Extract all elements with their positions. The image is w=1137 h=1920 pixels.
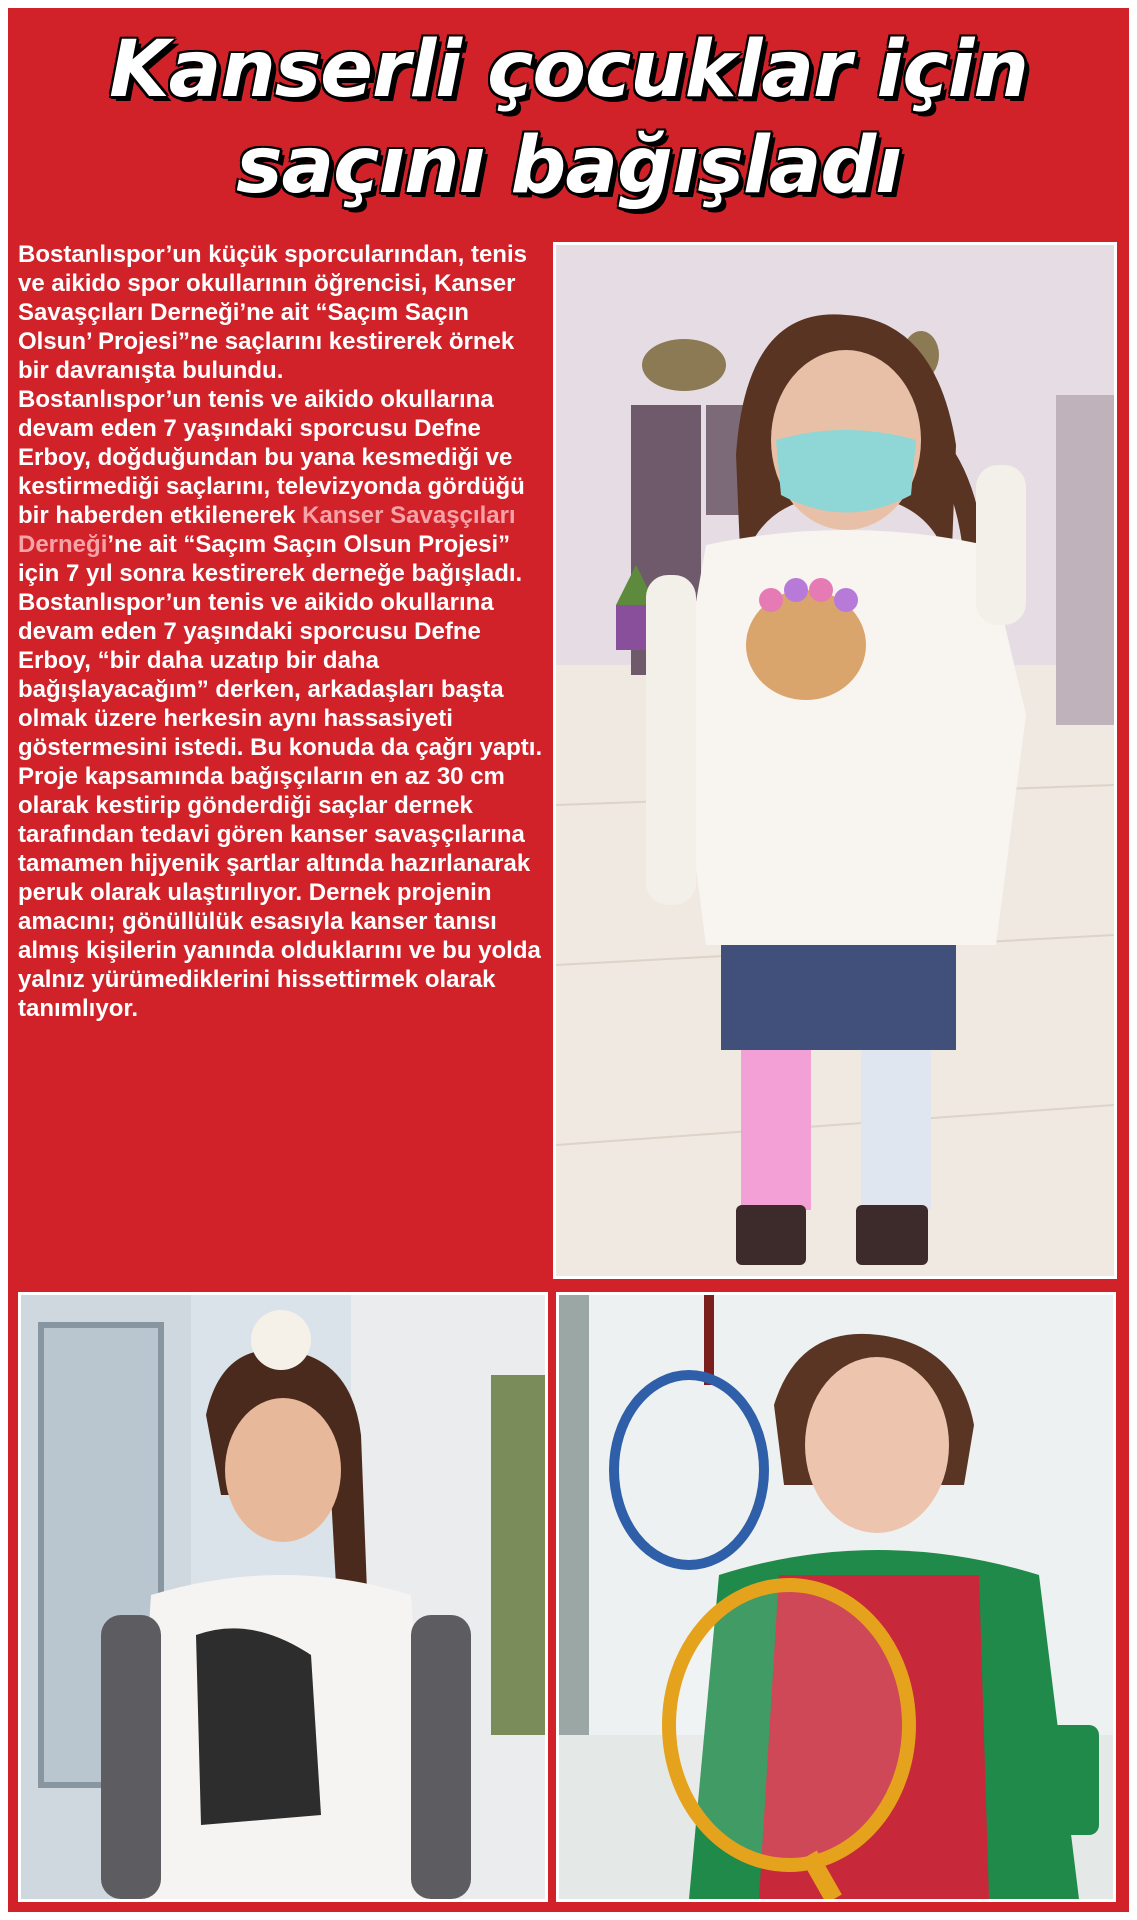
article-paragraph-3: Bostanlıspor’un tenis ve aikido okullarına devam eden 7 yaşındaki sporcusu Defne Erboy, “bir daha uzatıp bir daha bağışlayacağım” derken, arkadaşları başta olmak üzere herkesin aynı hassasiyeti göstermesini istedi. Bu konuda da çağrı yaptı. [18,589,543,761]
photo-girl-with-tennis-racket [556,1292,1116,1902]
main-photo-girl-holding-braid [553,242,1117,1279]
newspaper-page [8,8,1129,1912]
article-paragraph-2 [18,385,548,588]
association-name-highlight: Kanser Savaşçıları Derneği [18,502,516,558]
headline [8,22,1129,214]
article-body [18,240,548,1023]
article-paragraph-4: Proje kapsamında bağışçıların en az 30 cm olarak kestirip gönderdiği saçlar dernek tarafından tedavi gören kanser savaşçılarına tamamen hijyenik şartlar altında hazırlanarak peruk olarak ulaştırılıyor. Dernek projenin amacını; gönüllülük esasıyla kanser tanısı almış kişilerin yanında olduklarını ve bu yolda yalnız yürümediklerini hissettirmek olarak tanımlıyor. [18,763,541,1022]
headline-line-2: saçını bağışladı [236,121,901,211]
photo-girl-long-hair [18,1292,548,1902]
article-paragraph-1: Bostanlıspor’un küçük sporcularından, tenis ve aikido spor okullarının öğrencisi, Kanser Savaşçıları Derneği’ne ait “Saçım Saçın Olsun’ Projesi”ne saçlarını kestirerek örnek bir davranışta bulundu. [18,241,527,384]
paragraph-2-text-start: Bostanlıspor’un tenis ve aikido okullarına devam eden 7 yaşındaki sporcusu Defne Erboy, doğduğundan bu yana kesmediği ve kestirmediği saçlarını, televizyonda gördüğü bir haberden etkilenerek [18,386,525,529]
headline-line-1: Kanserli çocuklar için [109,25,1028,115]
paragraph-2-text-end: ’ne ait “Saçım Saçın Olsun Projesi” için 7 yıl sonra kestirerek derneğe bağışladı. [18,531,523,587]
